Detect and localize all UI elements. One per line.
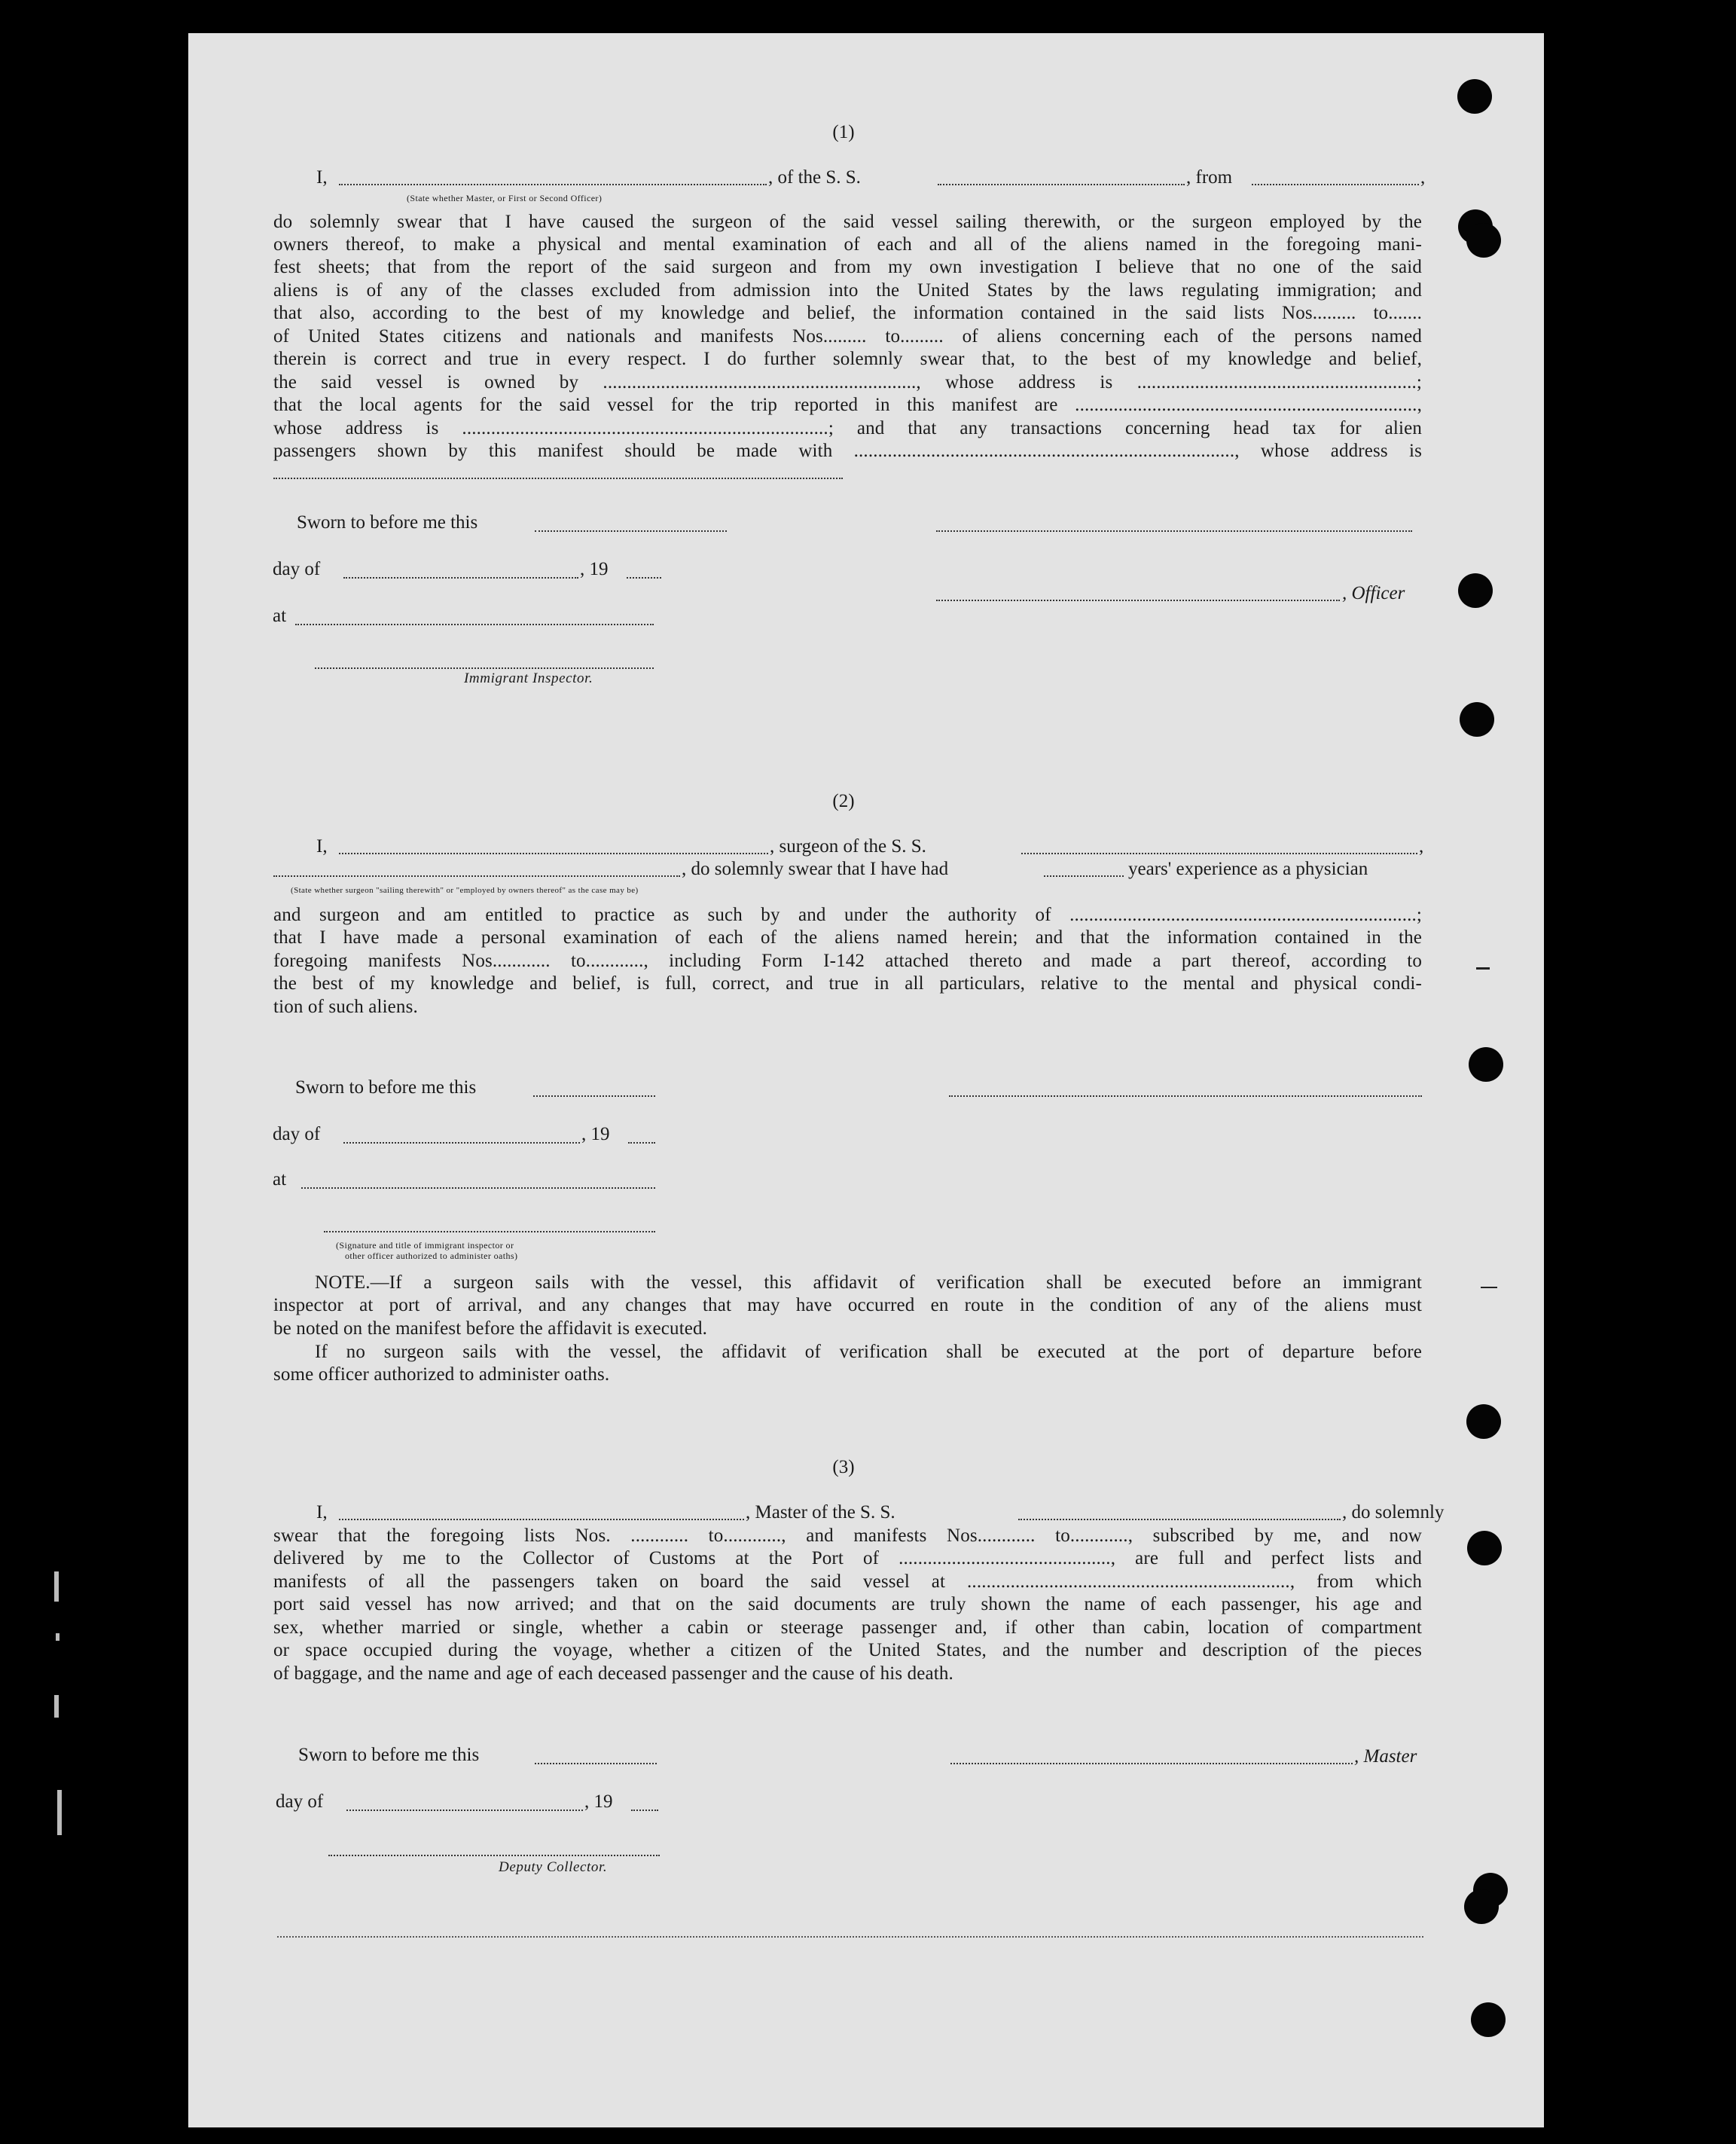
body-line: do solemnly swear that I have caused the surgeon of the said vessel sailing therewith, or the surgeon employed by the [273, 212, 1422, 232]
note-line: inspector at port of arrival, and any changes that may have occurred en route in the condition of any of the aliens must [273, 1295, 1422, 1315]
fill-line [627, 577, 661, 579]
binder-hole [1464, 1889, 1499, 1924]
year-label: , 19 [580, 559, 609, 579]
text-swear: , do solemnly swear that I have had [682, 859, 949, 879]
binder-hole [1460, 702, 1494, 737]
body-line: that the local agents for the said vessel for the trip reported in this manifest are ......................................................................., [273, 395, 1422, 415]
text-solemnly: , do solemnly [1342, 1502, 1445, 1522]
bottom-rule [277, 1936, 1423, 1938]
section-number: (3) [832, 1457, 855, 1477]
note-line: be noted on the manifest before the affidavit is executed. [273, 1318, 708, 1339]
signature-line [328, 1855, 660, 1856]
body-line: that I have made a personal examination of each of the aliens named herein; and that the information contained in the [273, 927, 1422, 948]
binder-hole [1469, 1047, 1503, 1082]
binder-hole [1458, 573, 1493, 608]
binder-hole [1467, 1531, 1502, 1565]
day-of-label: day of [276, 1791, 324, 1812]
fill-line [343, 577, 578, 579]
margin-mark [1481, 1287, 1497, 1288]
text-of-ss: , of the S. S. [768, 167, 861, 188]
inspector-label: Immigrant Inspector. [464, 670, 593, 686]
year-label: , 19 [581, 1124, 610, 1144]
fill-line [339, 184, 767, 185]
signature-caption: other officer authorized to administer oaths) [345, 1251, 518, 1261]
signature-line [936, 530, 1412, 532]
at-label: at [273, 606, 287, 626]
officer-label: , Officer [1342, 583, 1405, 603]
note-line: If no surgeon sails with the vessel, the affidavit of verification shall be executed at the port of departure before [315, 1342, 1422, 1362]
fill-line [273, 478, 843, 479]
note-line: NOTE.—If a surgeon sails with the vessel, this affidavit of verification shall be executed before an immigrant [315, 1272, 1422, 1293]
body-line: of United States citizens and nationals and manifests Nos......... to......... of aliens concerning each of the persons named [273, 326, 1422, 347]
text-years: years' experience as a physician [1128, 859, 1368, 879]
day-of-label: day of [273, 1124, 321, 1144]
text-i: I, [316, 836, 328, 857]
body-line: foregoing manifests Nos............ to............, including Form I-142 attached thereto and made a part thereof, according to [273, 951, 1422, 971]
body-line: fest sheets; that from the report of the said surgeon and from my own investigation I believe that no one of the said [273, 257, 1422, 277]
signature-caption: (Signature and title of immigrant inspector or [336, 1240, 514, 1251]
binder-hole [1466, 1404, 1501, 1439]
binder-hole [1466, 223, 1501, 258]
fill-line [631, 1810, 658, 1811]
fill-line [535, 1763, 657, 1764]
fill-line [339, 1519, 744, 1520]
edge-artifact [54, 1695, 59, 1718]
fill-line [273, 875, 680, 877]
text-i: I, [316, 1502, 328, 1522]
document-page [188, 33, 1544, 2127]
signature-line [315, 667, 654, 669]
fill-line [1021, 853, 1417, 854]
text-surgeon-of: , surgeon of the S. S. [770, 836, 926, 857]
text-comma: , [1419, 836, 1424, 857]
fill-line [1252, 184, 1419, 185]
text-comma: , [1420, 167, 1426, 188]
signature-line [950, 1763, 1353, 1764]
binder-hole [1457, 79, 1492, 114]
body-line: whose address is ............................................................................; and that any transactions concerning head tax for alien [273, 418, 1422, 438]
sworn-label: Sworn to before me this [297, 512, 478, 533]
body-line: that also, according to the best of my knowledge and belief, the information contained in the said lists Nos......... to....... [273, 303, 1422, 323]
text-from: , from [1186, 167, 1233, 188]
edge-artifact [56, 1633, 59, 1641]
signature-line [949, 1095, 1422, 1097]
caption: (State whether surgeon "sailing therewith" or "employed by owners thereof" as the case may be) [291, 886, 639, 895]
fill-line [295, 624, 654, 625]
signature-line [936, 600, 1340, 601]
binder-hole [1471, 2002, 1506, 2037]
fill-line [533, 1095, 655, 1097]
fill-line [343, 1142, 580, 1144]
master-label: , Master [1354, 1746, 1417, 1767]
signature-line [324, 1231, 655, 1232]
section-number: (1) [832, 122, 855, 142]
day-of-label: day of [273, 559, 321, 579]
section-number: (2) [832, 791, 855, 811]
body-line: of baggage, and the name and age of each deceased passenger and the cause of his death. [273, 1663, 953, 1684]
caption: (State whether Master, or First or Second Officer) [407, 193, 603, 203]
text-i: I, [316, 167, 328, 188]
fill-line [628, 1142, 655, 1144]
body-line: port said vessel has now arrived; and that on the said documents are truly shown the name of each passenger, his age and [273, 1594, 1422, 1614]
body-line: passengers shown by this manifest should be made with ..............................................................................., whose address is [273, 441, 1422, 461]
body-line: therein is correct and true in every respect. I do further solemnly swear that, to the best of my knowledge and belief, [273, 349, 1422, 369]
text-master-of: , Master of the S. S. [746, 1502, 895, 1522]
body-line: the best of my knowledge and belief, is full, correct, and true in all particulars, relative to the mental and physical condi- [273, 973, 1422, 994]
body-line: and surgeon and am entitled to practice as such by and under the authority of ........................................................................; [273, 905, 1422, 925]
sworn-label: Sworn to before me this [298, 1745, 480, 1765]
body-line: swear that the foregoing lists Nos. ............ to............, and manifests Nos............ to............, subscribed by me, and now [273, 1526, 1422, 1546]
collector-label: Deputy Collector. [499, 1859, 608, 1875]
fill-line [1018, 1519, 1341, 1520]
body-line: delivered by me to the Collector of Customs at the Port of ............................................, are full and perfect lists and [273, 1548, 1422, 1568]
body-line: tion of such aliens. [273, 997, 418, 1017]
body-line: owners thereof, to make a physical and mental examination of each and all of the aliens named in the foregoing mani- [273, 234, 1422, 255]
note-line: some officer authorized to administer oaths. [273, 1364, 610, 1385]
body-line: or space occupied during the voyage, whether a citizen of the United States, and the number and description of the pieces [273, 1640, 1422, 1660]
body-line: the said vessel is owned by ................................................................., whose address is ..........................................................; [273, 372, 1422, 392]
body-line: aliens is of any of the classes excluded from admission into the United States by the laws regulating immigration; and [273, 280, 1422, 301]
fill-line [938, 184, 1185, 185]
edge-artifact [57, 1790, 62, 1835]
fill-line [339, 853, 768, 854]
fill-line [1044, 875, 1124, 877]
year-label: , 19 [584, 1791, 613, 1812]
margin-mark [1476, 967, 1490, 970]
fill-line [535, 530, 727, 532]
fill-line [301, 1187, 655, 1189]
body-line: manifests of all the passengers taken on board the said vessel at ..................................................................., from which [273, 1571, 1422, 1592]
edge-artifact [54, 1571, 59, 1602]
sworn-label: Sworn to before me this [295, 1077, 477, 1098]
body-line: sex, whether married or single, whether a cabin or steerage passenger and, if other than cabin, location of compartment [273, 1617, 1422, 1638]
fill-line [346, 1810, 583, 1811]
at-label: at [273, 1169, 287, 1190]
